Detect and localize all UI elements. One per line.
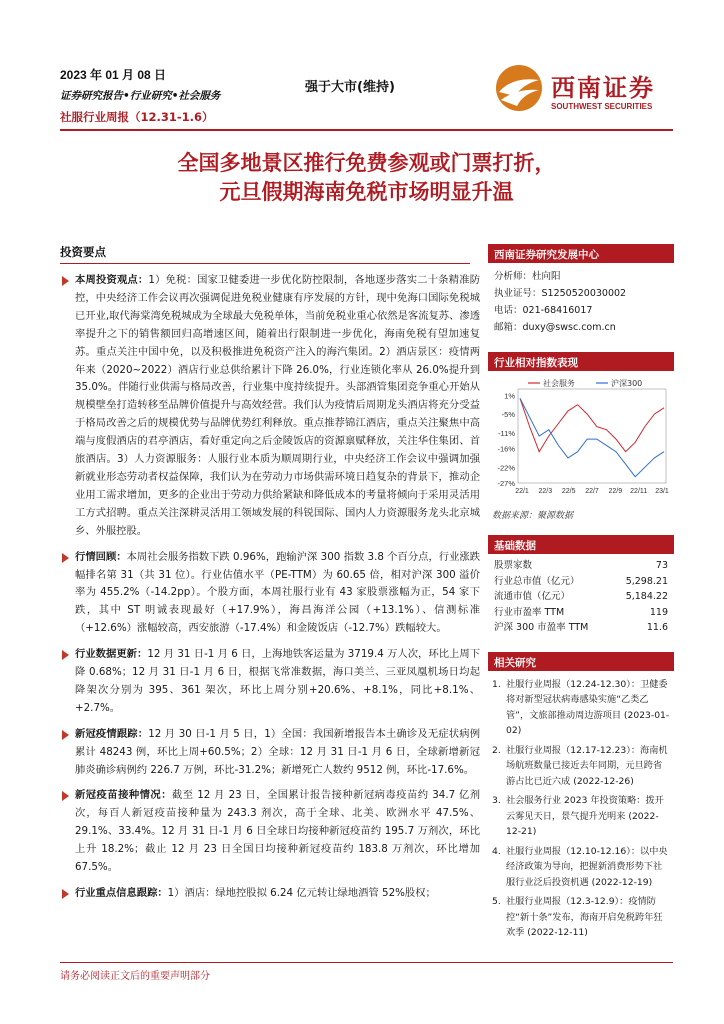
- list-item-text: 社服行业周报（12.3-12.9）：疫情防控“新十条”发布，海南开启免税跨年狂欢季 (2022-12-11): [506, 896, 663, 938]
- x-tick-label: 22/9: [608, 488, 623, 495]
- stat-row: [488, 620, 674, 636]
- analyst-name: 分析师：杜向阳: [494, 271, 561, 282]
- related-research-list: [488, 671, 674, 941]
- disclaimer-note: 请务必阅读正文后的重要声明部分: [60, 971, 210, 982]
- stat-value: 73: [655, 560, 668, 571]
- paragraph-text: 1）免税：国家卫健委进一步优化防控限制，各地逐步落实二十条精准防控，中央经济工作会议再次强调促进免税业健康有序发展的方针，现中免海口国际免税城已开业,取代海棠湾免税城成为全球最大免税单体，当前免税业重心依然是客流复苏、渗透率提升之下的销售额回归高增速区间，随着出行限制进一步优化，海南免税有望加速复苏。重点关注中国中免，以及积极推进免税资产注入的海汽集团。2）酒店景区：疫情两年来（2020~2022）酒店行业总供给累计下降 26.0%，行业连锁化率从 26.0%提升到 35.0%。伴随行业供需与格局改善，行业集中度持续提升。头部酒管集团竞争重心开始从规模壁垒打造转移至品牌价值提升与高效经营。我们认为疫情后周期龙头酒店将充分受益于格局改善之后的规模优势与品牌优势红利释放。重点推荐锦江酒店，重点关注聚焦中高端与度假酒店的君亭酒店，看好重定向之后金陵饭店的资源禀赋释放，关注华住集团、首旅酒店。3）人力资源服务：人服行业本质为顺周期行业，中央经济工作会议中强调加强新就业形态劳动者权益保障，我们认为在劳动力市场供需环境日趋复杂的背景下，推动企业用工需求增加，更多的企业出于劳动力供给紧缺和降低成本的考量将倾向于采用灵活用工方式招聘。重点关注深耕灵活用工领域发展的科锐国际、国内人力资源服务龙头北京城乡、外服控股。: [75, 274, 480, 537]
- list-item-number: 3.: [492, 795, 501, 806]
- paragraph-lead: 行业数据更新：: [75, 648, 148, 661]
- list-item-text: 社会服务行业 2023 年投资策略：拨开云雾见天日，景气提升光明来 (2022-12-21): [506, 795, 664, 837]
- y-tick-label: -27%: [497, 479, 515, 488]
- paragraph-market: [60, 549, 480, 639]
- list-item-text: 社服行业周报（12.17-12.23）：海南机场航班数量已接近去年同期，元旦跨省游占比已近六成 (2022-12-26): [506, 744, 668, 787]
- analyst-info: [488, 263, 674, 336]
- institute-header: 西南证券研究发展中心: [488, 244, 674, 263]
- x-tick-label: 22/11: [630, 488, 648, 495]
- stat-label: 行业市盈率 TTM: [494, 606, 565, 618]
- list-item[interactable]: [492, 894, 670, 941]
- list-item[interactable]: [492, 793, 670, 840]
- paragraph-data: [60, 646, 480, 718]
- report-title-line1: 全国多地景区推行免费参观或门票打折，: [177, 150, 556, 175]
- stat-row: [488, 574, 674, 590]
- footer-divider: [60, 962, 673, 963]
- stat-value: 5,298.21: [625, 575, 668, 587]
- list-item-number: 2.: [492, 744, 501, 756]
- x-tick-label: 23/1: [655, 488, 669, 495]
- section-title: 投资要点: [60, 244, 470, 264]
- investment-highlights: [60, 244, 480, 903]
- list-item[interactable]: [492, 677, 670, 739]
- y-tick-label: -22%: [497, 463, 515, 473]
- paragraph-view: [60, 272, 480, 541]
- series-line-0: [520, 398, 664, 451]
- chart-svg: [488, 373, 674, 501]
- stat-label: 股票家数: [494, 560, 533, 571]
- paragraph-covid: [60, 726, 480, 780]
- relative-index-chart: [488, 373, 674, 505]
- basic-data-header: 基础数据: [488, 535, 674, 554]
- x-tick-label: 22/1: [515, 488, 529, 495]
- series-line-1: [520, 398, 664, 476]
- chart-source: 数据来源：聚源数据: [492, 511, 574, 521]
- y-tick-label: -11%: [498, 428, 515, 438]
- stat-label: 行业总市值（亿元）: [494, 575, 580, 587]
- sidebar: [488, 244, 674, 945]
- stat-label: 流通市值（亿元）: [494, 591, 571, 602]
- bullet-icon: [62, 553, 69, 563]
- y-tick-label: -5%: [501, 410, 515, 420]
- legend-label: 社会服务: [543, 379, 575, 388]
- related-research-header: 相关研究: [488, 652, 674, 671]
- list-item-number: 1.: [492, 678, 501, 690]
- stat-row: [488, 589, 674, 605]
- stat-value: 5,184.22: [625, 591, 668, 602]
- bullet-icon: [62, 791, 69, 801]
- stat-value: 11.6: [646, 622, 668, 633]
- list-item-text: 社服行业周报（12.24-12.30）：卫健委将对新型冠状病毒感染实施“乙类乙管”，文旅部推动周边游项目 (2023-01-02): [506, 678, 670, 736]
- legend-label: 沪深300: [611, 379, 643, 388]
- bullet-icon: [62, 650, 69, 660]
- logo-text-en: SOUTHWEST SECURITIES: [551, 102, 653, 111]
- report-weekly: 社服行业周报（12.31-1.6）: [60, 110, 214, 124]
- report-category: 证券研究报告•行业研究•社会服务: [60, 90, 221, 102]
- report-header: [60, 66, 220, 125]
- paragraph-text: 截至 12 月 23 日，全国累计报告接种新冠病毒疫苗约 34.7 亿剂次，每百人新冠疫苗接种量为 243.3 剂次，高于全球、北美、欧洲水平 47.5%、29.1%、33.4%。12 月 31 日-1 月 6 日全球日均接种新冠疫苗约 195.7 万剂次，环比上升 18.2%；截止 12 月 23 日全国日均接种新冠疫苗约 183.8 万剂次，环比增加 67.5%。: [75, 789, 480, 874]
- stat-row: [488, 605, 674, 621]
- paragraph-lead: 新冠疫情跟踪：: [75, 727, 149, 740]
- company-logo: [493, 60, 673, 118]
- paragraph-text: 12 月 31 日-1 月 6 日，上海地铁客运量为 3719.4 万人次，环比上周下降 0.68%；12 月 31 日-1 月 6 日，根据飞常准数据，海口美兰、三亚凤凰机场日均起降架次分别为 395、361 架次，环比上周分别+20.6%、+8.1%，同比+8.1%、+2.7%。: [75, 648, 480, 714]
- stat-label: 沪深 300 市盈率 TTM: [494, 622, 589, 633]
- basic-data-table: [488, 554, 674, 636]
- paragraph-text: 1）酒店：绿地控股拟 6.24 亿元转让绿地酒管 52%股权；: [167, 887, 436, 899]
- y-tick-label: 1%: [504, 391, 515, 401]
- bullet-icon: [62, 889, 69, 899]
- stat-value: 119: [649, 606, 668, 618]
- analyst-phone: 电话：021-68416017: [494, 305, 593, 316]
- bullet-icon: [62, 276, 69, 286]
- report-title: [60, 148, 673, 206]
- paragraph-news: [60, 885, 480, 903]
- industry-rating: 强于大市(维持): [305, 80, 395, 95]
- paragraph-lead: 行情回顾：: [75, 550, 127, 563]
- report-title-line2: 元旦假期海南免税市场明显升温: [219, 179, 514, 204]
- list-item[interactable]: [492, 743, 670, 790]
- list-item-text: 社服行业周报（12.10-12.16）：以中央经济政策为导向，把握新消费形势下社服行业泛后投资机遇 (2022-12-19): [506, 845, 668, 888]
- y-tick-label: -16%: [497, 444, 515, 454]
- x-tick-label: 22/7: [585, 488, 599, 495]
- stat-row: [488, 558, 674, 574]
- paragraph-lead: 本周投资观点：: [75, 274, 149, 286]
- header-divider: [60, 129, 673, 131]
- list-item[interactable]: [492, 844, 670, 891]
- paragraph-lead: 新冠疫苗接种情况：: [75, 789, 172, 802]
- bullet-icon: [62, 730, 69, 740]
- paragraph-text: 12 月 30 日-1 月 5 日，1）全国：我国新增报告本土确诊及无症状病例累计 48243 例，环比上周+60.5%；2）全球：12 月 31 日-1 月 6 日，全球新增新冠肺炎确诊病例约 226.7 万例，环比-31.2%；新增死亡人数约 9512 例，环比-17.6%。: [75, 727, 481, 776]
- analyst-license: 执业证号：S1250520030002: [494, 288, 627, 299]
- paragraph-lead: 行业重点信息跟踪：: [75, 887, 168, 899]
- paragraph-vaccine: [60, 787, 480, 877]
- x-tick-label: 22/3: [538, 488, 553, 495]
- paragraph-text: 本周社会服务指数下跌 0.96%，跑输沪深 300 指数 3.8 个百分点，行业涨跌幅排名第 31（共 31 位）。行业估值水平（PE-TTM）为 60.65 倍，相对沪深 300 溢价率为 455.2%（-14.2pp）。个股方面，本周社服行业有 43 家股票涨幅为正，54 家下跌，其中 ST 明诚表现最好（+17.9%），海昌海洋公园（+13.1%）、信测标准（+12.6%）涨幅较高，西安旅游（-17.4%）和金陵饭店（-12.7%）跌幅较大。: [75, 550, 481, 635]
- chart-header: 行业相对指数表现: [488, 352, 674, 371]
- list-item-number: 5.: [492, 896, 501, 907]
- logo-mark-icon: [493, 62, 545, 114]
- x-tick-label: 22/5: [561, 488, 576, 495]
- report-date: 2023 年 01 月 08 日: [60, 68, 167, 82]
- list-item-number: 4.: [492, 845, 501, 857]
- analyst-email[interactable]: 邮箱：duxy@swsc.com.cn: [494, 322, 616, 333]
- logo-text-cn: 西南证券: [551, 73, 655, 102]
